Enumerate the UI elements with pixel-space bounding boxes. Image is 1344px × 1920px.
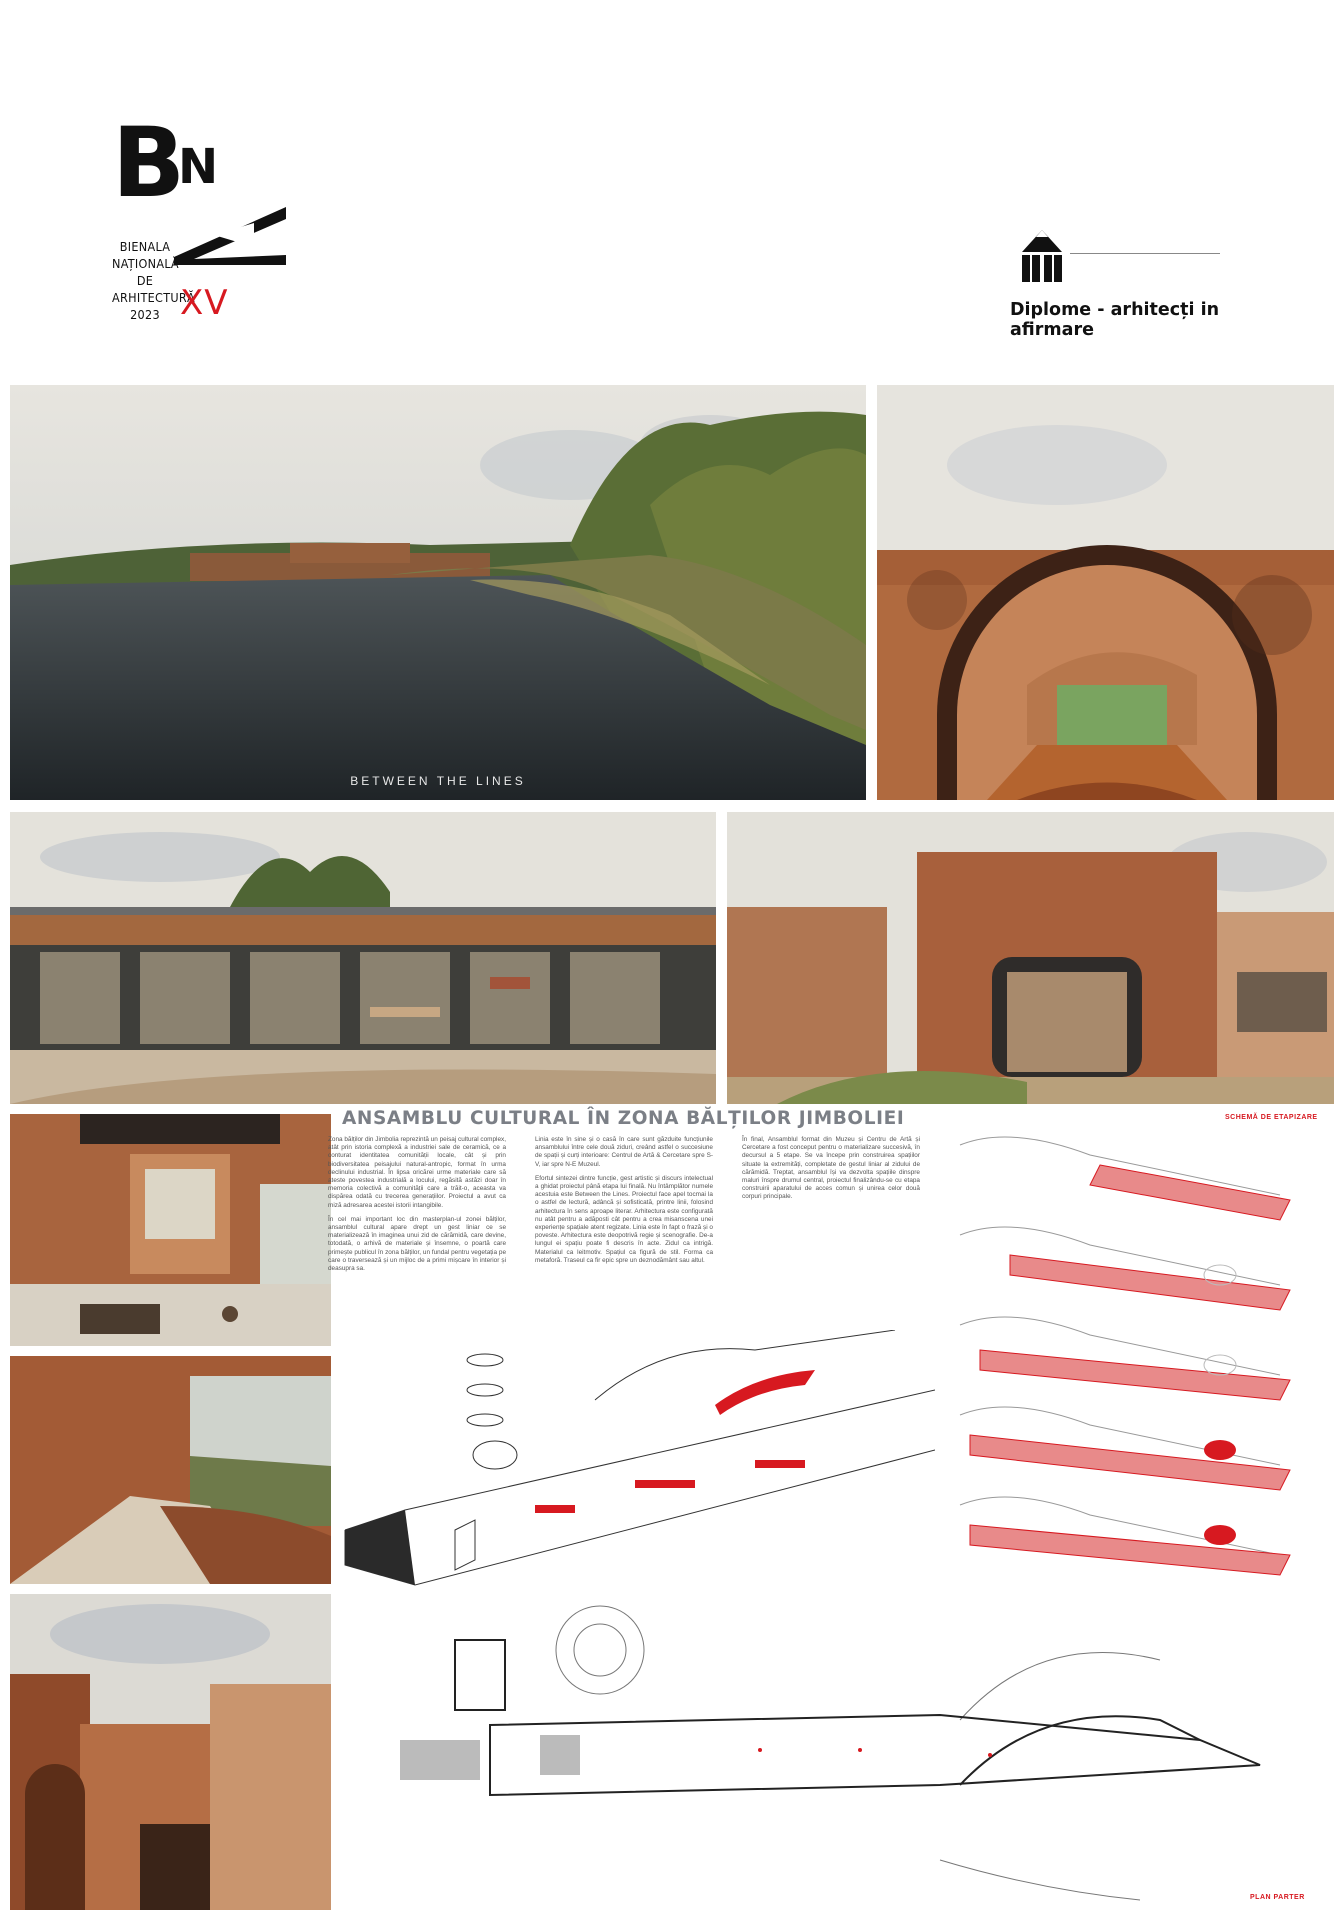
render-interior-hall-graphic — [10, 1114, 331, 1346]
col3-paragraph-1: În final, Ansamblul format din Muzeu și Centru de Artă și Cercetare a fost conceput pentru o materializare succesivă, în decursul a 5 etape. Se va începe prin construirea spațiilor situate la extremități, completate de gestul liniar al zidului de cărămidă. Treptat, ansamblul își va dezvolta spațiile dinspre maluri înspre drumul central, proiectul finalizându-se cu etapa construirii aparatului de acces comun și unirea celor două corpuri principale. — [742, 1136, 920, 1201]
text-column-2 — [535, 1136, 713, 1271]
category-label: Diplome - arhitecți in afirmare — [1010, 300, 1220, 340]
render-courtyard — [10, 1594, 331, 1910]
ground-floor-plan — [340, 1600, 1334, 1910]
logo-line-bienala: BIENALA — [119, 239, 171, 254]
exploded-axonometry — [335, 1330, 935, 1600]
render-interior-corridor — [10, 1356, 331, 1584]
render-volume-graphic — [727, 812, 1334, 1104]
pencil-house-icon — [1018, 228, 1066, 284]
phasing-diagram — [950, 1125, 1334, 1580]
logo-wordmark — [112, 238, 196, 323]
render-interior-corridor-graphic — [10, 1356, 331, 1584]
render-brick-arch — [877, 385, 1334, 800]
render-courtyard-graphic — [10, 1594, 331, 1910]
render-arch-graphic — [877, 385, 1334, 800]
render-interior-hall — [10, 1114, 331, 1346]
category-rule — [1070, 253, 1220, 254]
render-brick-volume — [727, 812, 1334, 1104]
logo-line-de: DE — [136, 273, 154, 288]
phasing-label: SCHEMĂ DE ETAPIZARE — [1225, 1114, 1318, 1121]
logo-edition: XV — [180, 283, 229, 323]
text-column-3 — [742, 1136, 920, 1208]
logo-line-year: 2023 — [130, 307, 160, 322]
hero-caption: BETWEEN THE LINES — [350, 774, 526, 788]
render-glazed-facade — [10, 812, 716, 1104]
col1-paragraph-2: În cel mai important loc din masterplan-ul zonei bălților, ansamblul cultural apare drept un gest liniar ce se materializează în imaginea unui zid de cărămidă, care devine, totodată, o arhivă de materiale și însemne, o poartă care primește publicul în zona bălților, un fundal pentru vegetația pe care o traversează și un mijloc de a primi mișcare în interior și deasupra sa. — [328, 1215, 506, 1273]
text-column-1 — [328, 1136, 506, 1279]
logo-letter-a-graphic — [174, 195, 294, 265]
project-title: ANSAMBLU CULTURAL ÎN ZONA BĂLȚILOR JIMBOLIEI — [342, 1108, 905, 1129]
col2-paragraph-1: Linia este în sine și o casă în care sunt găzduite funcțiunile ansamblului între cele două ziduri, creând astfel o succesiune de spații și curți interioare: Centrul de Artă & Cercetare spre S-V, iar spre N-E Muzeul. — [535, 1136, 713, 1168]
bna-logo — [112, 107, 292, 345]
logo-line-arhitectura: ARHITECTURĂ — [112, 290, 196, 305]
logo-letter-n: N — [178, 139, 219, 195]
logo-line-nationala: NAȚIONALĂ — [112, 256, 179, 271]
render-lake-graphic — [10, 385, 866, 800]
render-lake-view — [10, 385, 866, 800]
render-facade-graphic — [10, 812, 716, 1104]
col1-paragraph-1: Zona bălților din Jimbolia reprezintă un peisaj cultural complex, atât prin istoria complexă a industriei sale de ceramică, ce a conturat identitatea comunității locale, cât și prin biodiversitatea peisajului natural-antropic, format în urma declinului industrial. În lipsa oricărei urme materiale care să ateste povestea industrială a locului, regăsită astăzi doar în memoria colectivă a comunității care a trăit-o, aceasta va dispărea odată cu trecerea generațiilor. Proiectul a avut ca miză adresarea acestei istorii intangibile. — [328, 1136, 506, 1209]
plan-label: PLAN PARTER — [1250, 1894, 1305, 1901]
col2-paragraph-2: Efortul sintezei dintre funcție, gest artistic și discurs intelectual a ghidat proiectul până etapa lui finală. Nu întâmplător numele acestuia este Between the Lines. Proiectul face apel tocmai la o astfel de lectură, adâncă și sofisticată, printre linii, folosind arhitectura în sens aproape literar. Arhitectura este configurată nu atât pentru a adăposti cât pentru a crea misanscena unei experiențe spațiale atent regizate. Linia este în fapt o frază și o poveste. Arhitectura este deopotrivă regie și scenografie. De-a lungul ei spațiu poate fi descris în acte. Zidul ca intrigă. Materialul ca leitmotiv. Spațiul ca figură de stil. Forma ca metaforă. Traseul ca fir epic spre un deznodământ sau altul. — [535, 1174, 713, 1264]
logo-letter-b: B — [112, 107, 186, 219]
